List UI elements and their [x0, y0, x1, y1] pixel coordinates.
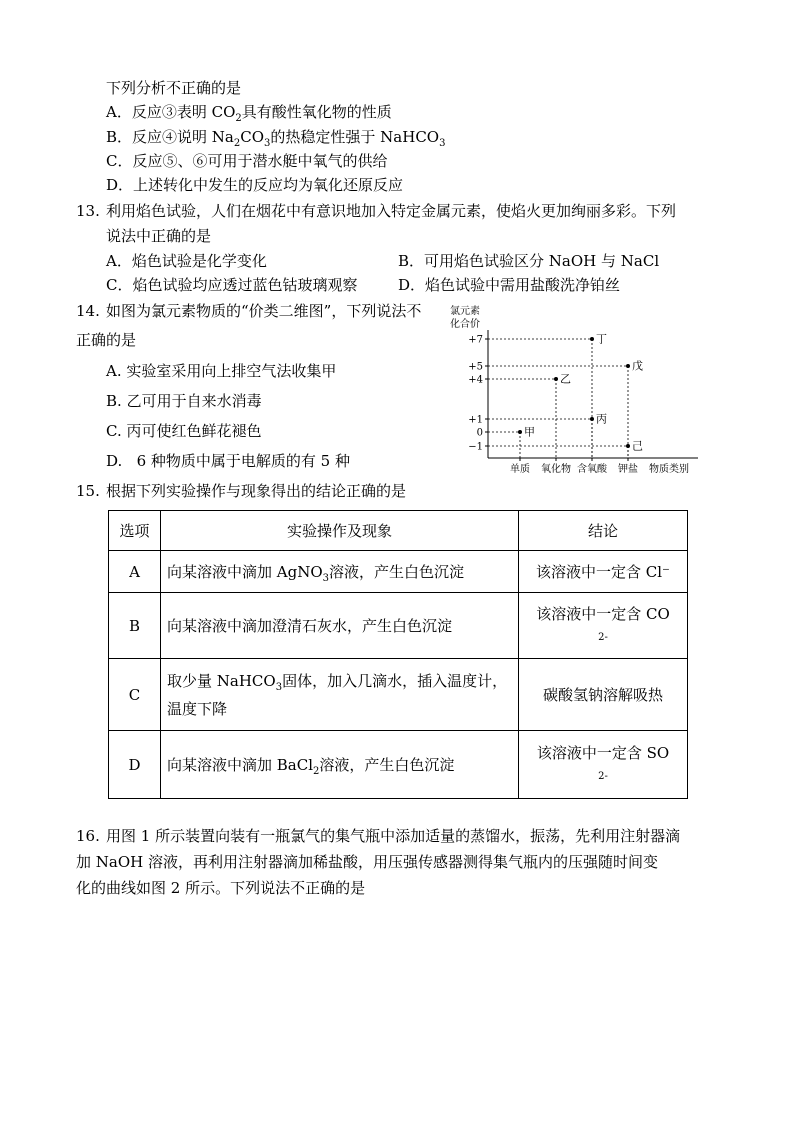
q15-number: 15. — [76, 482, 100, 500]
row-conclusion: 该溶液中一定含 CO 2- — [519, 593, 688, 659]
row-operation: 取少量 NaHCO$_3$固体，加入几滴水，插入温度计， 温度下降 — [161, 659, 519, 731]
y-tick-label: +5 — [468, 361, 483, 373]
experiment-table — [108, 510, 688, 799]
chart-ylabel-line1: 氯元素 — [450, 306, 480, 317]
row-option: B — [109, 593, 161, 659]
y-tick-label: +1 — [468, 414, 483, 426]
x-tick-label: 钾盐 — [618, 464, 638, 475]
point-甲 — [518, 430, 522, 434]
q15-stem: 根据下列实验操作与现象得出的结论正确的是 — [106, 482, 407, 500]
row-conclusion: 该溶液中一定含 SO 2- — [519, 731, 688, 799]
row-option: A — [109, 551, 161, 593]
q12-option-b: B．反应④说明 $Na_2CO_3$的热稳定性强于 NaHCO$_3$ — [106, 128, 446, 149]
table-header-row — [109, 511, 688, 551]
row-operation: 向某溶液中滴加 BaCl$_2$溶液，产生白色沉淀 — [161, 731, 519, 799]
table-row — [109, 731, 688, 799]
q12-option-a: A．反应③表明 $CO_2$具有酸性氧化物的性质 — [106, 103, 392, 124]
q16-line1: 用图 1 所示装置向装有一瓶氯气的集气瓶中添加适量的蒸馏水，振荡，先利用注射器滴 — [106, 827, 681, 845]
y-tick-label: −1 — [468, 441, 483, 453]
y-tick-label: +7 — [468, 334, 483, 346]
row-option: C — [109, 659, 161, 731]
point-label: 丙 — [596, 412, 607, 426]
q14-number: 14. — [76, 302, 100, 320]
q14-stem-line1: 如图为氯元素物质的“价类二维图”，下列说法不 — [106, 302, 422, 320]
table-row — [109, 551, 688, 593]
q12-option-d: D．上述转化中发生的反应均为氧化还原反应 — [106, 176, 404, 194]
q13-option-a: A．焰色试验是化学变化 — [106, 252, 267, 270]
q12-stem: 下列分析不正确的是 — [106, 79, 242, 97]
point-label: 戊 — [632, 359, 643, 373]
q14-option-b: B. 乙可用于自来水消毒 — [106, 392, 262, 410]
q13-stem-line2: 说法中正确的是 — [106, 227, 212, 245]
header-option: 选项 — [109, 511, 161, 551]
q16-number: 16. — [76, 827, 100, 845]
chart-ylabel-line2: 化合价 — [450, 319, 480, 330]
header-conclusion: 结论 — [519, 511, 688, 551]
q14-option-a: A. 实验室采用向上排空气法收集甲 — [106, 362, 337, 380]
row-operation: 向某溶液中滴加澄清石灰水，产生白色沉淀 — [161, 593, 519, 659]
chart-xlabel: 物质类别 — [649, 464, 689, 475]
table-row — [109, 593, 688, 659]
y-tick-label: 0 — [476, 427, 483, 439]
point-label: 丁 — [596, 332, 607, 346]
point-label: 己 — [632, 439, 643, 453]
row-option: D — [109, 731, 161, 799]
q13-option-c: C．焰色试验均应透过蓝色钴玻璃观察 — [106, 276, 358, 294]
q14-option-c: C. 丙可使红色鲜花褪色 — [106, 422, 262, 440]
point-己 — [626, 444, 630, 448]
q13-option-d: D．焰色试验中需用盐酸洗净铂丝 — [398, 276, 621, 294]
x-tick-label: 含氧酸 — [577, 464, 607, 475]
point-label: 甲 — [524, 425, 535, 439]
x-tick-label: 单质 — [510, 464, 530, 475]
point-乙 — [554, 377, 558, 381]
y-tick-label: +4 — [468, 374, 483, 386]
point-丁 — [590, 337, 594, 341]
point-label: 乙 — [560, 372, 571, 386]
q16-line2: 加 NaOH 溶液，再利用注射器滴加稀盐酸，用压强传感器测得集气瓶内的压强随时间变 — [76, 853, 658, 871]
row-conclusion: 碳酸氢钠溶解吸热 — [519, 659, 688, 731]
q14-stem-line2: 正确的是 — [76, 331, 137, 349]
row-operation: 向某溶液中滴加 AgNO$_3$溶液，产生白色沉淀 — [161, 551, 519, 593]
q13-option-b: B．可用焰色试验区分 NaOH 与 NaCl — [398, 252, 660, 270]
q16-line3: 化的曲线如图 2 所示。下列说法不正确的是 — [76, 879, 366, 897]
header-operation: 实验操作及现象 — [161, 511, 519, 551]
x-tick-label: 氧化物 — [541, 464, 571, 475]
q13-number: 13. — [76, 202, 100, 220]
point-戊 — [626, 364, 630, 368]
row-conclusion: 该溶液中一定含 Cl⁻ — [519, 551, 688, 593]
table-row — [109, 659, 688, 731]
q14-option-d: D. 6 种物质中属于电解质的有 5 种 — [106, 452, 350, 470]
q12-option-c: C．反应⑤、⑥可用于潜水艇中氧气的供给 — [106, 152, 388, 170]
q13-stem-line1: 利用焰色试验，人们在烟花中有意识地加入特定金属元素，使焰火更加绚丽多彩。下列 — [106, 202, 677, 220]
valence-chart — [440, 300, 710, 480]
